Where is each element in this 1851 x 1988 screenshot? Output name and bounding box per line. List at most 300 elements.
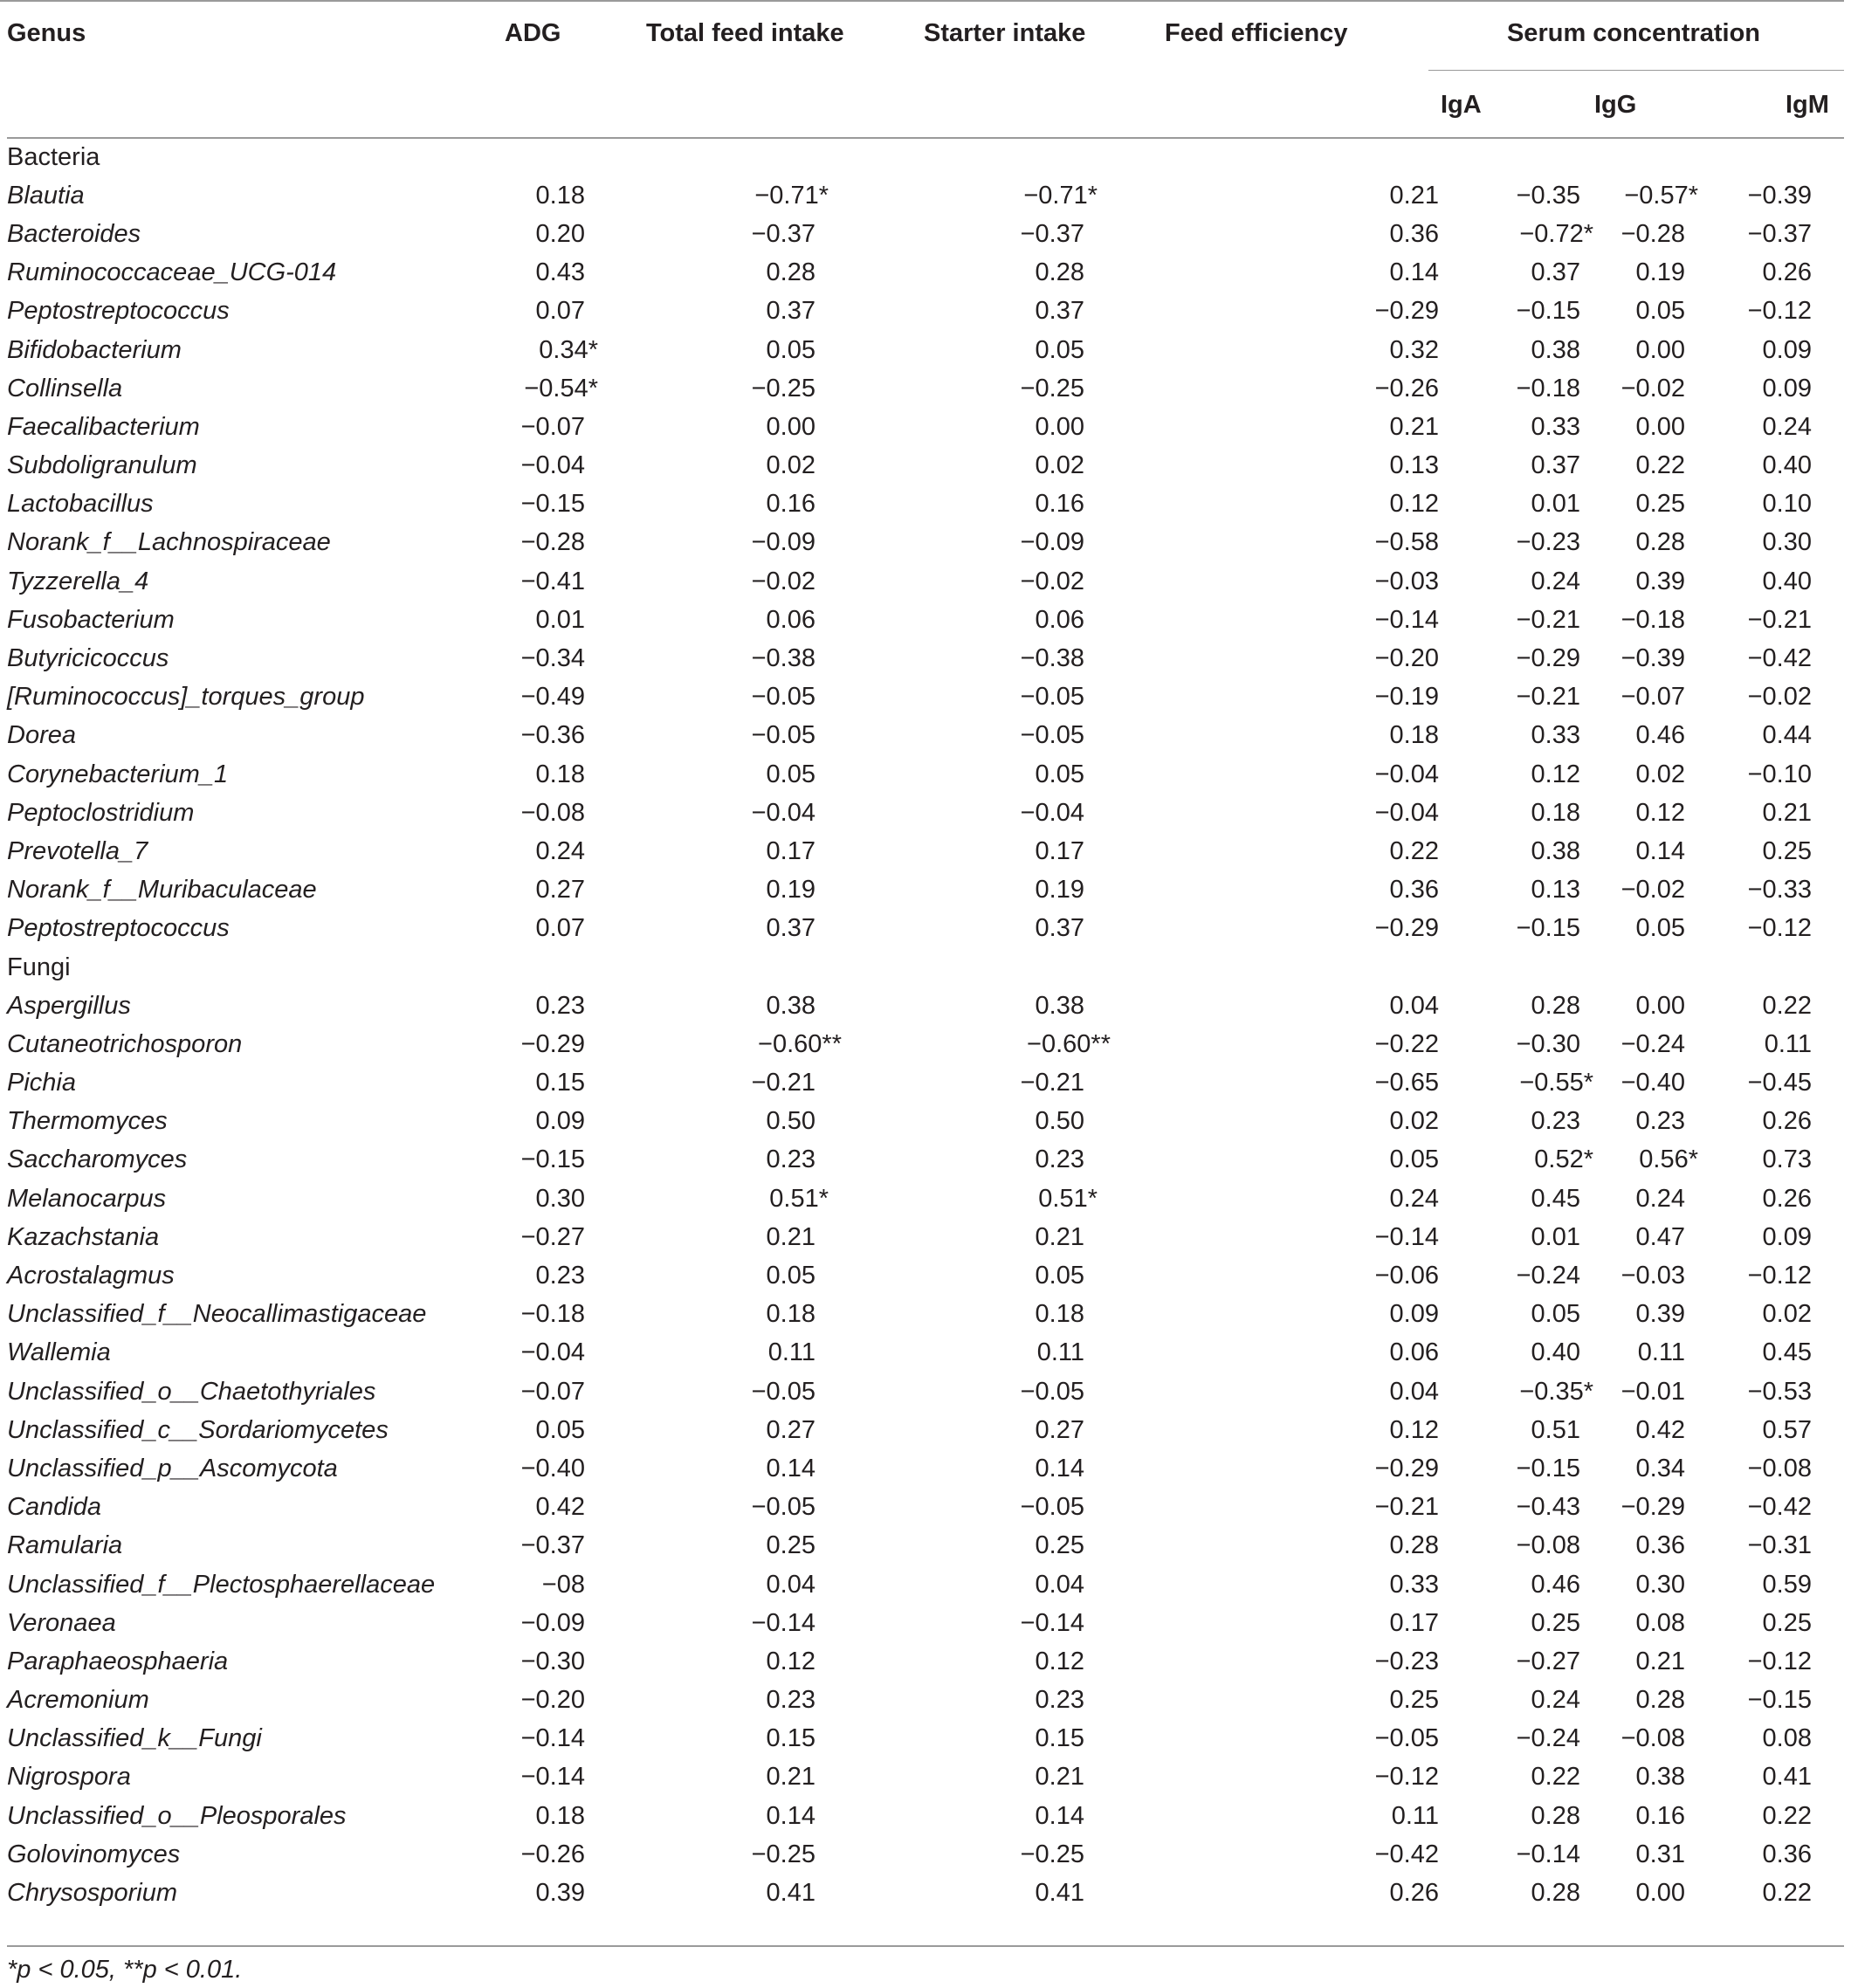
iga-cell — [1423, 1642, 1580, 1681]
starter-intake-cell — [864, 408, 1126, 446]
starter-intake-value: −0.60** — [1027, 1029, 1111, 1058]
starter-intake-cell — [864, 215, 1126, 253]
iga-value: −0.15 — [1516, 1454, 1580, 1482]
igg-cell — [1554, 524, 1716, 562]
total-feed-intake-cell — [611, 292, 864, 331]
igm-cell — [1716, 717, 1844, 755]
adg-value: 0.07 — [535, 297, 585, 326]
starter-intake-cell — [864, 292, 1126, 331]
iga-value: −0.21 — [1516, 683, 1580, 712]
table-footnote: *p < 0.05, **p < 0.01. — [7, 1956, 243, 1984]
adg-cell — [471, 1218, 611, 1256]
igm-value: −0.21 — [1747, 605, 1812, 634]
genus-cell: Bacteroides — [7, 219, 141, 248]
iga-cell — [1423, 408, 1580, 446]
adg-cell — [471, 1682, 611, 1720]
total-feed-intake-cell — [611, 1489, 864, 1527]
adg-cell — [471, 794, 611, 832]
starter-intake-cell — [864, 1449, 1126, 1488]
feed-efficiency-value: −0.29 — [1374, 297, 1439, 326]
igg-cell — [1554, 910, 1716, 948]
total-feed-intake-cell — [611, 1025, 864, 1063]
genus-cell: Chrysosporium — [7, 1879, 177, 1908]
igm-cell — [1716, 871, 1844, 910]
table-row — [0, 601, 1844, 639]
iga-value: 0.22 — [1531, 1763, 1580, 1792]
total-feed-intake-cell — [611, 447, 864, 485]
igm-value: 0.30 — [1762, 528, 1812, 557]
feed-efficiency-cell — [1126, 1604, 1439, 1642]
igm-cell — [1716, 331, 1844, 369]
total-feed-intake-value: 0.50 — [766, 1107, 815, 1136]
iga-cell — [1423, 215, 1593, 253]
genus-cell: Tyzzerella_4 — [7, 567, 149, 595]
adg-value: −0.41 — [520, 567, 585, 595]
total-feed-intake-cell — [611, 1642, 864, 1681]
table-row — [0, 447, 1844, 485]
feed-efficiency-value: 0.17 — [1389, 1608, 1439, 1637]
iga-value: −0.23 — [1516, 528, 1580, 557]
feed-efficiency-value: 0.21 — [1389, 412, 1439, 441]
igm-cell — [1716, 1025, 1844, 1063]
igg-value: 0.19 — [1635, 258, 1685, 287]
igg-cell — [1554, 1025, 1716, 1063]
igm-value: −0.42 — [1747, 1493, 1812, 1522]
total-feed-intake-value: 0.28 — [766, 258, 815, 287]
table-row — [0, 254, 1844, 292]
genus-cell: Unclassified_f__Plectosphaerellaceae — [7, 1570, 436, 1599]
igm-value: 0.44 — [1762, 721, 1812, 750]
starter-intake-value: −0.38 — [1020, 644, 1084, 673]
iga-cell — [1423, 485, 1580, 524]
igg-cell — [1554, 1180, 1716, 1218]
igg-value: 0.39 — [1635, 567, 1685, 595]
iga-value: 0.24 — [1531, 1686, 1580, 1715]
igm-value: 0.57 — [1762, 1415, 1812, 1444]
adg-value: 0.34* — [539, 335, 598, 364]
igg-cell — [1554, 1874, 1716, 1912]
adg-cell — [471, 215, 611, 253]
iga-value: −0.21 — [1516, 605, 1580, 634]
feed-efficiency-cell — [1126, 1180, 1439, 1218]
igg-cell — [1554, 601, 1716, 639]
feed-efficiency-cell — [1126, 1797, 1439, 1835]
feed-efficiency-cell — [1126, 1565, 1439, 1604]
feed-efficiency-cell — [1126, 601, 1439, 639]
table-row — [0, 717, 1844, 755]
igm-value: 0.09 — [1762, 374, 1812, 402]
header-starter-intake: Starter intake — [924, 19, 1086, 47]
header-igg: IgG — [1594, 91, 1637, 119]
total-feed-intake-value: −0.05 — [751, 721, 815, 750]
feed-efficiency-cell — [1126, 485, 1439, 524]
adg-value: −0.15 — [520, 1145, 585, 1174]
feed-efficiency-value: 0.28 — [1389, 1531, 1439, 1560]
iga-cell — [1423, 1489, 1580, 1527]
adg-value: −0.29 — [520, 1029, 585, 1058]
adg-cell — [471, 1025, 611, 1063]
table-row — [0, 794, 1844, 832]
starter-intake-value: 0.25 — [1035, 1531, 1084, 1560]
adg-value: −0.04 — [520, 1338, 585, 1367]
iga-value: −0.18 — [1516, 374, 1580, 402]
table-row — [0, 1372, 1844, 1411]
igm-cell — [1716, 254, 1844, 292]
adg-cell — [471, 292, 611, 331]
igm-value: 0.22 — [1762, 1879, 1812, 1908]
total-feed-intake-value: 0.15 — [766, 1724, 815, 1753]
igm-cell — [1716, 447, 1844, 485]
total-feed-intake-cell — [611, 755, 864, 794]
igm-value: 0.21 — [1762, 798, 1812, 827]
total-feed-intake-value: 0.19 — [766, 876, 815, 905]
total-feed-intake-cell — [611, 1296, 864, 1334]
iga-value: −0.15 — [1516, 914, 1580, 943]
genus-cell: Unclassified_k__Fungi — [7, 1724, 262, 1753]
total-feed-intake-cell — [611, 562, 864, 601]
adg-cell — [471, 1372, 611, 1411]
iga-cell — [1423, 717, 1580, 755]
igm-cell — [1716, 1141, 1844, 1180]
iga-cell — [1423, 1411, 1580, 1449]
feed-efficiency-cell — [1126, 639, 1439, 678]
genus-cell: Butyricicoccus — [7, 644, 169, 673]
feed-efficiency-value: 0.11 — [1391, 1801, 1439, 1830]
iga-cell — [1423, 601, 1580, 639]
starter-intake-value: 0.23 — [1035, 1686, 1084, 1715]
starter-intake-cell — [864, 447, 1126, 485]
genus-cell: Melanocarpus — [7, 1184, 167, 1213]
starter-intake-cell — [864, 1334, 1126, 1372]
igg-cell — [1554, 292, 1716, 331]
igm-value: −0.42 — [1747, 644, 1812, 673]
starter-intake-value: 0.06 — [1035, 605, 1084, 634]
adg-cell — [471, 1565, 611, 1604]
starter-intake-value: 0.38 — [1035, 991, 1084, 1020]
feed-efficiency-cell — [1126, 755, 1439, 794]
feed-efficiency-value: 0.33 — [1389, 1570, 1439, 1599]
starter-intake-cell — [864, 1604, 1126, 1642]
iga-cell — [1423, 1025, 1580, 1063]
total-feed-intake-value: −0.38 — [751, 644, 815, 673]
genus-cell: Bifidobacterium — [7, 335, 182, 364]
table-row — [0, 1218, 1844, 1256]
total-feed-intake-value: −0.25 — [751, 374, 815, 402]
igm-cell — [1716, 910, 1844, 948]
iga-cell — [1423, 1682, 1580, 1720]
igm-cell — [1716, 1758, 1844, 1797]
igm-value: 0.09 — [1762, 1222, 1812, 1251]
total-feed-intake-cell — [611, 1411, 864, 1449]
adg-value: 0.27 — [535, 876, 585, 905]
table-bottom-rule — [7, 1945, 1844, 1947]
total-feed-intake-value: 0.05 — [766, 760, 815, 788]
table-row — [0, 1296, 1844, 1334]
igm-value: 0.11 — [1764, 1029, 1812, 1058]
feed-efficiency-cell — [1126, 1064, 1439, 1103]
feed-efficiency-value: 0.04 — [1389, 991, 1439, 1020]
iga-value: 0.33 — [1531, 412, 1580, 441]
genus-cell: Cutaneotrichosporon — [7, 1029, 243, 1058]
igm-cell — [1716, 1797, 1844, 1835]
starter-intake-cell — [864, 1025, 1126, 1063]
iga-value: 0.37 — [1531, 451, 1580, 480]
iga-cell — [1423, 1218, 1580, 1256]
igg-value: 0.12 — [1635, 798, 1685, 827]
iga-value: 0.38 — [1531, 335, 1580, 364]
total-feed-intake-value: 0.23 — [766, 1686, 815, 1715]
igm-cell — [1716, 1527, 1844, 1565]
igg-cell — [1554, 1372, 1716, 1411]
igg-cell — [1554, 1256, 1716, 1295]
adg-value: 0.43 — [535, 258, 585, 287]
iga-cell — [1423, 639, 1580, 678]
igm-cell — [1716, 1604, 1844, 1642]
adg-value: 0.23 — [535, 991, 585, 1020]
adg-cell — [471, 1064, 611, 1103]
igg-cell — [1554, 1527, 1716, 1565]
igm-value: −0.53 — [1747, 1377, 1812, 1406]
table-row — [0, 1758, 1844, 1797]
igm-cell — [1716, 1256, 1844, 1295]
igg-cell — [1554, 562, 1716, 601]
igg-cell — [1554, 408, 1716, 446]
genus-cell: Corynebacterium_1 — [7, 760, 229, 788]
feed-efficiency-cell — [1126, 408, 1439, 446]
feed-efficiency-cell — [1126, 331, 1439, 369]
starter-intake-cell — [864, 1835, 1126, 1874]
table-row — [0, 215, 1844, 253]
adg-value: −08 — [541, 1570, 585, 1599]
iga-cell — [1423, 254, 1580, 292]
igm-cell — [1716, 485, 1844, 524]
igg-value: 0.05 — [1635, 914, 1685, 943]
iga-value: 0.38 — [1531, 836, 1580, 865]
adg-cell — [471, 1604, 611, 1642]
feed-efficiency-value: 0.12 — [1389, 490, 1439, 519]
feed-efficiency-value: −0.14 — [1374, 605, 1439, 634]
adg-value: 0.09 — [535, 1107, 585, 1136]
igm-value: 0.25 — [1762, 1608, 1812, 1637]
adg-cell — [471, 1874, 611, 1912]
igg-value: −0.07 — [1620, 683, 1685, 712]
igg-value: 0.16 — [1635, 1801, 1685, 1830]
feed-efficiency-value: 0.36 — [1389, 219, 1439, 248]
genus-cell: Collinsella — [7, 374, 123, 402]
feed-efficiency-cell — [1126, 1489, 1439, 1527]
genus-cell: Blautia — [7, 181, 85, 210]
igg-value: 0.46 — [1635, 721, 1685, 750]
igg-value: 0.25 — [1635, 490, 1685, 519]
starter-intake-cell — [864, 1218, 1126, 1256]
starter-intake-value: 0.28 — [1035, 258, 1084, 287]
igg-value: 0.00 — [1635, 335, 1685, 364]
igm-cell — [1716, 832, 1844, 870]
table-row — [0, 987, 1844, 1025]
feed-efficiency-cell — [1126, 1642, 1439, 1681]
total-feed-intake-value: 0.37 — [766, 914, 815, 943]
starter-intake-cell — [864, 1180, 1126, 1218]
adg-value: −0.04 — [520, 451, 585, 480]
igg-cell — [1554, 331, 1716, 369]
igm-value: 0.41 — [1762, 1763, 1812, 1792]
adg-cell — [471, 369, 611, 408]
adg-value: −0.20 — [520, 1686, 585, 1715]
igm-cell — [1716, 562, 1844, 601]
adg-cell — [471, 987, 611, 1025]
iga-cell — [1423, 1064, 1593, 1103]
igg-cell — [1554, 1642, 1716, 1681]
feed-efficiency-cell — [1126, 176, 1439, 215]
iga-value: 0.12 — [1531, 760, 1580, 788]
igm-value: 0.36 — [1762, 1840, 1812, 1868]
adg-cell — [471, 176, 611, 215]
total-feed-intake-cell — [611, 215, 864, 253]
starter-intake-cell — [864, 331, 1126, 369]
starter-intake-cell — [864, 1372, 1126, 1411]
feed-efficiency-value: 0.13 — [1389, 451, 1439, 480]
igm-cell — [1716, 1642, 1844, 1681]
total-feed-intake-value: 0.21 — [766, 1763, 815, 1792]
table-row — [0, 1874, 1844, 1912]
feed-efficiency-cell — [1126, 1141, 1439, 1180]
igg-cell — [1554, 447, 1716, 485]
total-feed-intake-cell — [611, 524, 864, 562]
starter-intake-value: 0.18 — [1035, 1300, 1084, 1329]
starter-intake-cell — [864, 871, 1126, 910]
iga-value: −0.35* — [1519, 1377, 1593, 1406]
igg-cell — [1554, 1835, 1716, 1874]
total-feed-intake-cell — [611, 639, 864, 678]
total-feed-intake-value: 0.38 — [766, 991, 815, 1020]
total-feed-intake-value: −0.21 — [751, 1069, 815, 1097]
feed-efficiency-value: 0.24 — [1389, 1184, 1439, 1213]
genus-cell: Peptoclostridium — [7, 798, 195, 827]
igm-cell — [1716, 639, 1844, 678]
header-iga: IgA — [1441, 91, 1482, 119]
starter-intake-value: 0.21 — [1035, 1763, 1084, 1792]
total-feed-intake-cell — [611, 1141, 864, 1180]
starter-intake-cell — [864, 1565, 1126, 1604]
starter-intake-cell — [864, 1527, 1126, 1565]
feed-efficiency-value: −0.06 — [1374, 1262, 1439, 1290]
genus-cell: Veronaea — [7, 1608, 116, 1637]
igg-value: 0.56* — [1639, 1145, 1698, 1174]
adg-value: −0.14 — [520, 1724, 585, 1753]
table-body — [0, 138, 1844, 1913]
adg-cell — [471, 1797, 611, 1835]
genus-cell: Dorea — [7, 721, 76, 750]
iga-cell — [1423, 1874, 1580, 1912]
starter-intake-value: −0.25 — [1020, 1840, 1084, 1868]
genus-cell: Pichia — [7, 1069, 76, 1097]
iga-cell — [1423, 1180, 1580, 1218]
igm-cell — [1716, 601, 1844, 639]
table-row — [0, 1025, 1844, 1063]
total-feed-intake-cell — [611, 1180, 864, 1218]
total-feed-intake-value: 0.00 — [766, 412, 815, 441]
igg-cell — [1554, 717, 1716, 755]
table-row — [0, 639, 1844, 678]
starter-intake-cell — [864, 1682, 1126, 1720]
total-feed-intake-value: −0.60** — [758, 1029, 842, 1058]
starter-intake-cell — [864, 1411, 1126, 1449]
genus-cell: Subdoligranulum — [7, 451, 197, 480]
iga-value: −0.30 — [1516, 1029, 1580, 1058]
igg-cell — [1554, 1218, 1716, 1256]
adg-value: −0.09 — [520, 1608, 585, 1637]
iga-value: −0.14 — [1516, 1840, 1580, 1868]
iga-cell — [1423, 1372, 1593, 1411]
igm-value: 0.08 — [1762, 1724, 1812, 1753]
total-feed-intake-value: −0.04 — [751, 798, 815, 827]
total-feed-intake-value: 0.16 — [766, 490, 815, 519]
iga-value: 0.25 — [1531, 1608, 1580, 1637]
igm-value: 0.73 — [1762, 1145, 1812, 1174]
igm-cell — [1716, 1296, 1844, 1334]
total-feed-intake-cell — [611, 1218, 864, 1256]
adg-cell — [471, 1489, 611, 1527]
adg-cell — [471, 254, 611, 292]
total-feed-intake-value: −0.05 — [751, 683, 815, 712]
igg-value: 0.02 — [1635, 760, 1685, 788]
total-feed-intake-cell — [611, 601, 864, 639]
iga-value: 0.18 — [1531, 798, 1580, 827]
adg-value: −0.27 — [520, 1222, 585, 1251]
igg-cell — [1554, 1604, 1716, 1642]
feed-efficiency-value: 0.14 — [1389, 258, 1439, 287]
adg-cell — [471, 1296, 611, 1334]
table-row — [0, 1141, 1844, 1180]
table-row — [0, 1797, 1844, 1835]
total-feed-intake-value: −0.14 — [751, 1608, 815, 1637]
table-row — [0, 1565, 1844, 1604]
table-row — [0, 292, 1844, 331]
header-igm: IgM — [1786, 91, 1829, 119]
feed-efficiency-value: −0.04 — [1374, 798, 1439, 827]
iga-value: −0.35 — [1516, 181, 1580, 210]
starter-intake-cell — [864, 832, 1126, 870]
feed-efficiency-value: −0.58 — [1374, 528, 1439, 557]
total-feed-intake-value: 0.02 — [766, 451, 815, 480]
igg-value: 0.00 — [1635, 1879, 1685, 1908]
feed-efficiency-cell — [1126, 910, 1439, 948]
igg-cell — [1554, 1720, 1716, 1758]
feed-efficiency-value: 0.04 — [1389, 1377, 1439, 1406]
iga-cell — [1423, 832, 1580, 870]
table-row — [0, 1604, 1844, 1642]
feed-efficiency-cell — [1126, 832, 1439, 870]
igm-value: −0.08 — [1747, 1454, 1812, 1482]
igg-value: 0.39 — [1635, 1300, 1685, 1329]
group-row — [0, 138, 1844, 176]
feed-efficiency-value: 0.22 — [1389, 836, 1439, 865]
genus-cell: Prevotella_7 — [7, 836, 148, 865]
feed-efficiency-cell — [1126, 1449, 1439, 1488]
total-feed-intake-value: −0.05 — [751, 1493, 815, 1522]
iga-cell — [1423, 755, 1580, 794]
igg-value: 0.28 — [1635, 528, 1685, 557]
total-feed-intake-cell — [611, 1527, 864, 1565]
genus-cell: Wallemia — [7, 1338, 111, 1367]
iga-cell — [1423, 1449, 1580, 1488]
table-row — [0, 1334, 1844, 1372]
igg-cell — [1554, 176, 1716, 215]
adg-cell — [471, 562, 611, 601]
igm-value: 0.22 — [1762, 991, 1812, 1020]
total-feed-intake-value: 0.05 — [766, 335, 815, 364]
starter-intake-cell — [864, 1874, 1126, 1912]
